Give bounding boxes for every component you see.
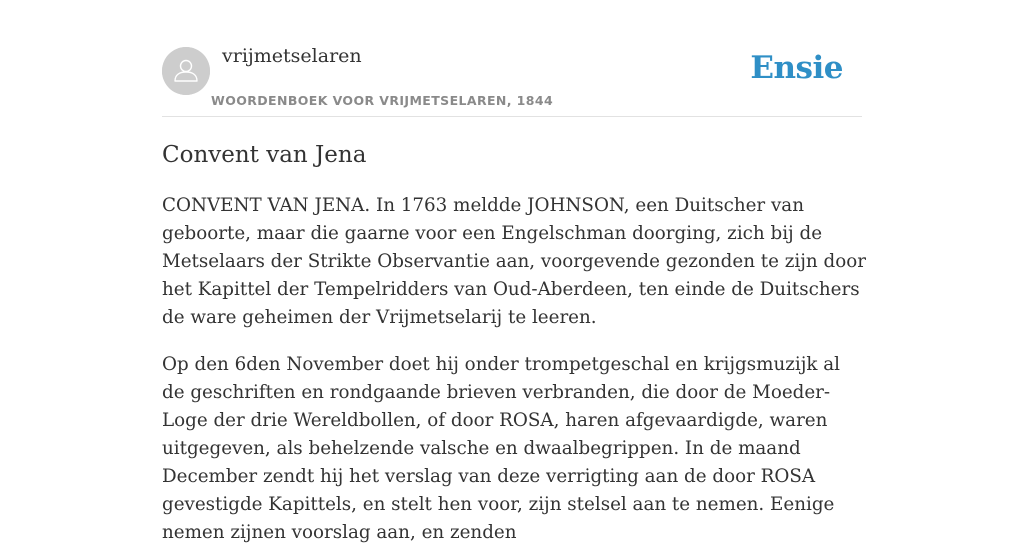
article-title: Convent van Jena bbox=[162, 142, 367, 168]
ensie-logo[interactable]: Ensie bbox=[750, 50, 843, 86]
header bbox=[162, 0, 862, 117]
article-paragraph: CONVENT VAN JENA. In 1763 meldde JOHNSON, een Duitscher van geboorte, maar die gaarne voor een Engelschman doorging, zich bij de Metselaars der Strikte Observantie aan, voorgevende gezonden te zijn door het Kapittel der Tempelridders van Oud-Aberdeen, ten einde de Duitschers de ware geheimen der Vrijmetselarij te leeren. bbox=[162, 195, 866, 328]
article bbox=[162, 138, 866, 547]
user-silhouette-icon bbox=[162, 47, 210, 95]
avatar[interactable] bbox=[162, 47, 210, 95]
source-label: WOORDENBOEK VOOR VRIJMETSELAREN, 1844 bbox=[211, 93, 554, 108]
username-link[interactable]: vrijmetselaren bbox=[222, 45, 362, 67]
article-paragraph: Op den 6den November doet hij onder trompetgeschal en krijgsmuzijk al de geschriften en rondgaande brieven verbranden, die door de Moeder-Loge der drie Wereldbollen, of door ROSA, haren afgevaardigde, waren uitgegeven, als behelzende valsche en dwaalbegrippen. In de maand December zendt hij het verslag van deze verrigting aan de door ROSA gevestigde Kapittels, en stelt hen voor, zijn stelsel aan te nemen. Eenige nemen zijnen voorslag aan, en zenden bbox=[162, 354, 841, 543]
